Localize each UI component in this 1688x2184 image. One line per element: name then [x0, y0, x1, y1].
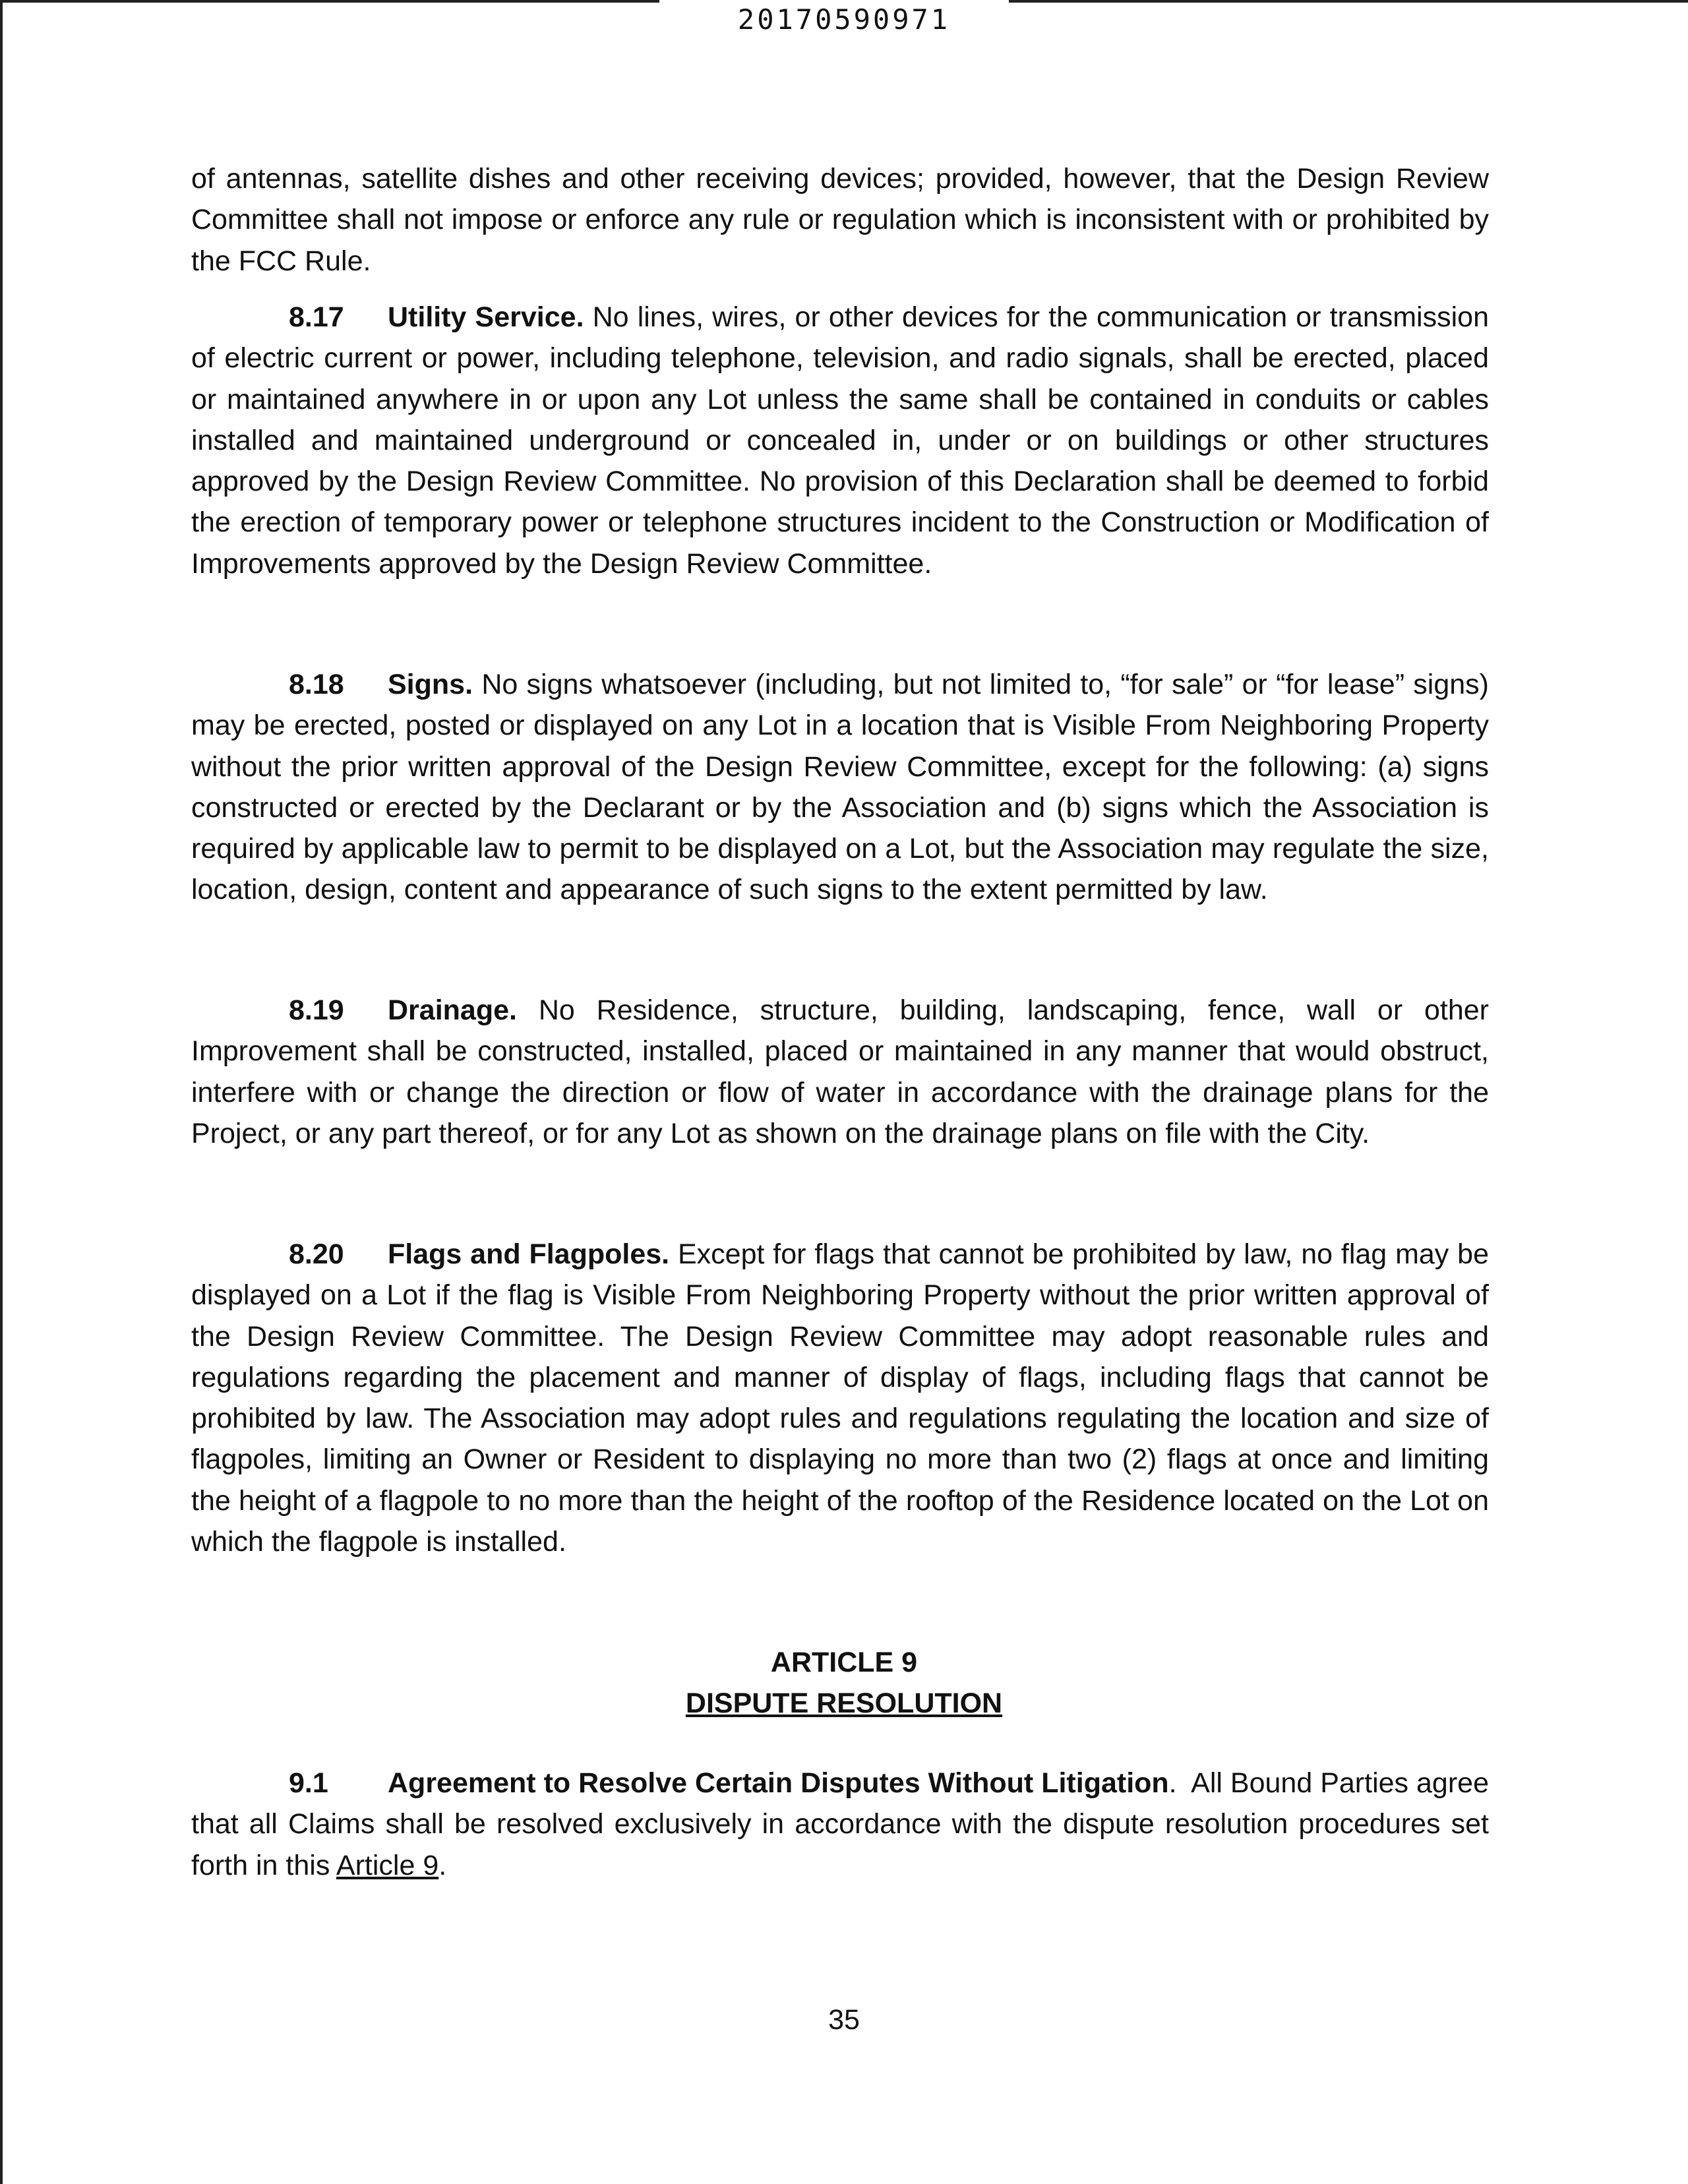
continuation-paragraph-block	[191, 158, 1489, 282]
section-9-1	[191, 1763, 1489, 1886]
section-8-20	[191, 1234, 1489, 1562]
page-number: 35	[828, 2004, 860, 2036]
article-9-title: DISPUTE RESOLUTION	[685, 1687, 1003, 1719]
section-9-1-title-period: .	[1168, 1767, 1177, 1799]
section-8-18	[191, 664, 1489, 911]
section-8-17-body: No lines, wires, or other devices for the communication or transmission of electric current or power, including telephone, television, and radio signals, shall be erected, placed or maintained anywhere in or upon any Lot unless the same shall be contained in conduits or cables installed and maintained underground or concealed in, under or on buildings or other structures approved by the Design Review Committee. No provision of this Declaration shall be deemed to forbid the erection of temporary power or telephone structures incident to the Construction or Modification of Improvements approved by the Design Review Committee.	[191, 301, 1489, 580]
section-9-1-body: All Bound Parties agree that all Claims shall be resolved exclusively in accordance with the dispute resolution procedures set forth in this	[191, 1767, 1489, 1881]
page-frame-left-edge	[0, 0, 3, 2184]
section-9-1-paragraph	[191, 1763, 1489, 1886]
section-8-17-number: 8.17	[289, 301, 344, 333]
article-9-label: ARTICLE 9	[770, 1647, 918, 1678]
section-8-18-number: 8.18	[289, 669, 344, 700]
section-8-19-number: 8.19	[289, 994, 344, 1026]
section-8-17	[191, 297, 1489, 584]
section-8-18-paragraph	[191, 664, 1489, 911]
recording-document-number: 20170590971	[737, 3, 951, 36]
section-8-17-title: Utility Service.	[388, 301, 584, 333]
section-8-18-body: No signs whatsoever (including, but not limited to, “for sale” or “for lease” signs) may be erected, posted or displayed on any Lot in a location that is Visible From Neighboring Property without the prior written approval of the Design Review Committee, except for the following: (a) signs constructed or erected by the Declarant or by the Association and (b) signs which the Association is required by applicable law to permit to be displayed on a Lot, but the Association may regulate the size, location, design, content and appearance of such signs to the extent permitted by law.	[191, 669, 1489, 906]
article-9-cross-reference: Article 9	[336, 1849, 439, 1881]
section-8-18-title: Signs.	[388, 669, 473, 700]
section-8-20-body: Except for flags that cannot be prohibited by law, no flag may be displayed on a Lot if the flag is Visible From Neighboring Property without the prior written approval of the Design Review Committee. The Design Review Committee may adopt reasonable rules and regulations regarding the placement and manner of display of flags, including flags that cannot be prohibited by law. The Association may adopt rules and regulations regulating the location and size of flagpoles, limiting an Owner or Resident to displaying no more than two (2) flags at once and limiting the height of a flagpole to no more than the height of the rooftop of the Residence located on the Lot on which the flagpole is installed.	[191, 1238, 1489, 1558]
section-9-1-number: 9.1	[289, 1767, 328, 1799]
section-8-19-title: Drainage.	[388, 994, 517, 1026]
section-8-20-number: 8.20	[289, 1238, 344, 1270]
continuation-paragraph: of antennas, satellite dishes and other receiving devices; provided, however, that the Design Review Committee shall not impose or enforce any rule or regulation which is inconsistent with or prohibited by the FCC Rule.	[191, 163, 1489, 277]
section-8-19	[191, 990, 1489, 1154]
section-8-19-paragraph	[191, 990, 1489, 1154]
section-8-17-paragraph	[191, 297, 1489, 584]
section-9-1-title: Agreement to Resolve Certain Disputes Without Litigation	[388, 1767, 1169, 1799]
section-9-1-body-end: .	[438, 1849, 447, 1881]
section-8-19-body: No Residence, structure, building, landscaping, fence, wall or other Improvement shall be constructed, installed, placed or maintained in any manner that would obstruct, interfere with or change the direction or flow of water in accordance with the drainage plans for the Project, or any part thereof, or for any Lot as shown on the drainage plans on file with the City.	[191, 994, 1490, 1149]
section-8-20-paragraph	[191, 1234, 1489, 1562]
article-9-title-wrap	[0, 1683, 1688, 1724]
section-8-20-title: Flags and Flagpoles.	[388, 1238, 670, 1270]
